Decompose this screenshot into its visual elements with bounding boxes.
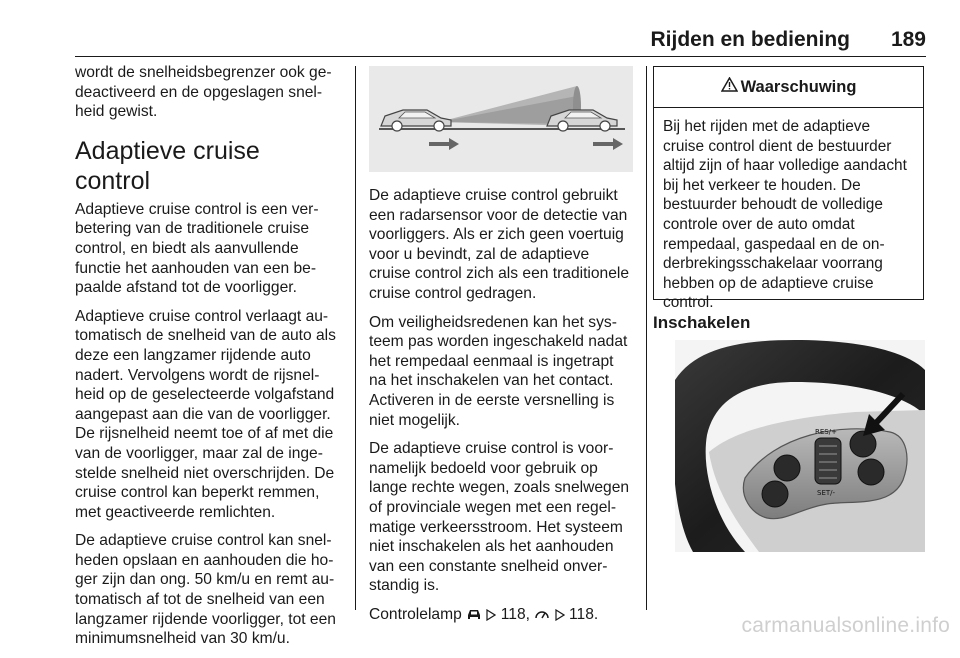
set-minus-label: SET/- — [817, 489, 836, 497]
warning-header — [654, 67, 923, 108]
road-line — [379, 128, 625, 130]
paragraph: De adaptieve cruise control gebruikt een radarsensor voor de detectie van voorliggers. Als er zich geen voertuig voor u bevindt, zal de adaptieve cruise control zich als een traditionele cruise control gedragen. — [369, 187, 630, 302]
paragraph: Adaptieve cruise control is een verbetering van de traditionele cruise control, en biedt als aanvullende functie het aanhouden van een bepaalde afstand tot de voorligger. — [75, 200, 319, 297]
radar-illustration — [369, 66, 633, 172]
left-column — [75, 63, 341, 658]
column-divider-right — [646, 66, 647, 610]
warning-triangle-icon — [721, 77, 738, 97]
warning-title: Waarschuwing — [740, 77, 857, 96]
header-rule — [75, 56, 926, 57]
cancel-button-icon[interactable] — [858, 459, 884, 485]
paragraph: Adaptieve cruise control verlaagt automatisch de snelheid van de auto als deze een langzamer rijdende auto nadert. Vervolgens wordt de rijsnelheid op de geselecteerde volgafstand aangepast aan die van de voorligger. De rijsnelheid neemt toe of af met die van de voorligger, maar zal de ingestelde snelheid niet overschrijden. De cruise control kan beperkt remmen, met geactiveerde remlichten. — [75, 307, 336, 521]
page-number: 189 — [890, 28, 926, 51]
paragraph: De adaptieve cruise control is voornamelijk bedoeld voor gebruik op lange rechte wegen, zoals snelwegen of provinciale wegen met een regelmatige verkeersstroom. Het systeem niet inschakelen als het aanhouden van een constante snelheid onverstandig is. — [369, 440, 630, 595]
paragraph: Om veiligheidsredenen kan het systeem pas worden ingeschakeld nadat het rempedaal eenmaal is ingetrapt na het inschakelen van het contact. Activeren in de eerste versnelling is niet mogelijk. — [369, 313, 628, 429]
subheading-inschakelen: Inschakelen — [653, 313, 751, 332]
indicator-label: Controlelamp — [369, 605, 462, 623]
page-reference-triangle-icon[interactable] — [555, 607, 565, 627]
cruise-control-indicator-icon — [534, 607, 550, 627]
cruise-on-off-button-icon[interactable] — [762, 481, 788, 507]
page-reference-triangle-icon[interactable] — [486, 607, 496, 627]
following-car-icon — [381, 110, 451, 131]
direction-arrow-icon — [593, 138, 623, 150]
right-column — [653, 313, 924, 333]
middle-column — [369, 186, 635, 635]
thumb-wheel[interactable] — [815, 438, 841, 484]
intro-paragraph: wordt de snelheidsbegrenzer ook gedeactiveerd en de opgeslagen snelheid gewist. — [75, 64, 332, 121]
paragraph: De adaptieve cruise control kan snelheden opslaan en aanhouden die hoger zijn dan ong. 50 km/u en remt automatisch af tot de snelheid van een langzamer rijdende voorligger, tot een minimumsnelheid van 30 km/u. — [75, 532, 336, 648]
distance-button-icon[interactable] — [774, 455, 800, 481]
car-ahead-indicator-icon — [466, 607, 482, 627]
page-reference[interactable]: 118, — [500, 605, 530, 623]
steering-wheel-svg — [675, 340, 925, 552]
steering-wheel-illustration — [675, 340, 925, 552]
res-plus-label: RES/+ — [815, 428, 837, 436]
page-header-title: Rijden en bediening — [650, 28, 850, 51]
section-title: Adaptieve cruise control — [75, 136, 260, 195]
indicator-line — [369, 605, 635, 627]
radar-illustration-svg — [369, 66, 633, 172]
page-reference[interactable]: 118. — [569, 605, 599, 623]
column-divider-left — [355, 66, 356, 610]
direction-arrow-icon — [429, 138, 459, 150]
warning-text: Bij het rijden met de adaptieve cruise control dient de bestuurder altijd zijn of haar volledige aandacht bij het verkeer te houden. De bestuurder behoudt de volledige controle over de auto omdat rempedaal, gaspedaal en de onderbrekingsschakelaar voorrang hebben op de adaptieve cruise control. — [663, 118, 907, 312]
warning-box — [653, 66, 924, 312]
watermark: carmanualsonline.info — [741, 614, 950, 637]
speed-limiter-button-icon[interactable] — [850, 431, 876, 457]
